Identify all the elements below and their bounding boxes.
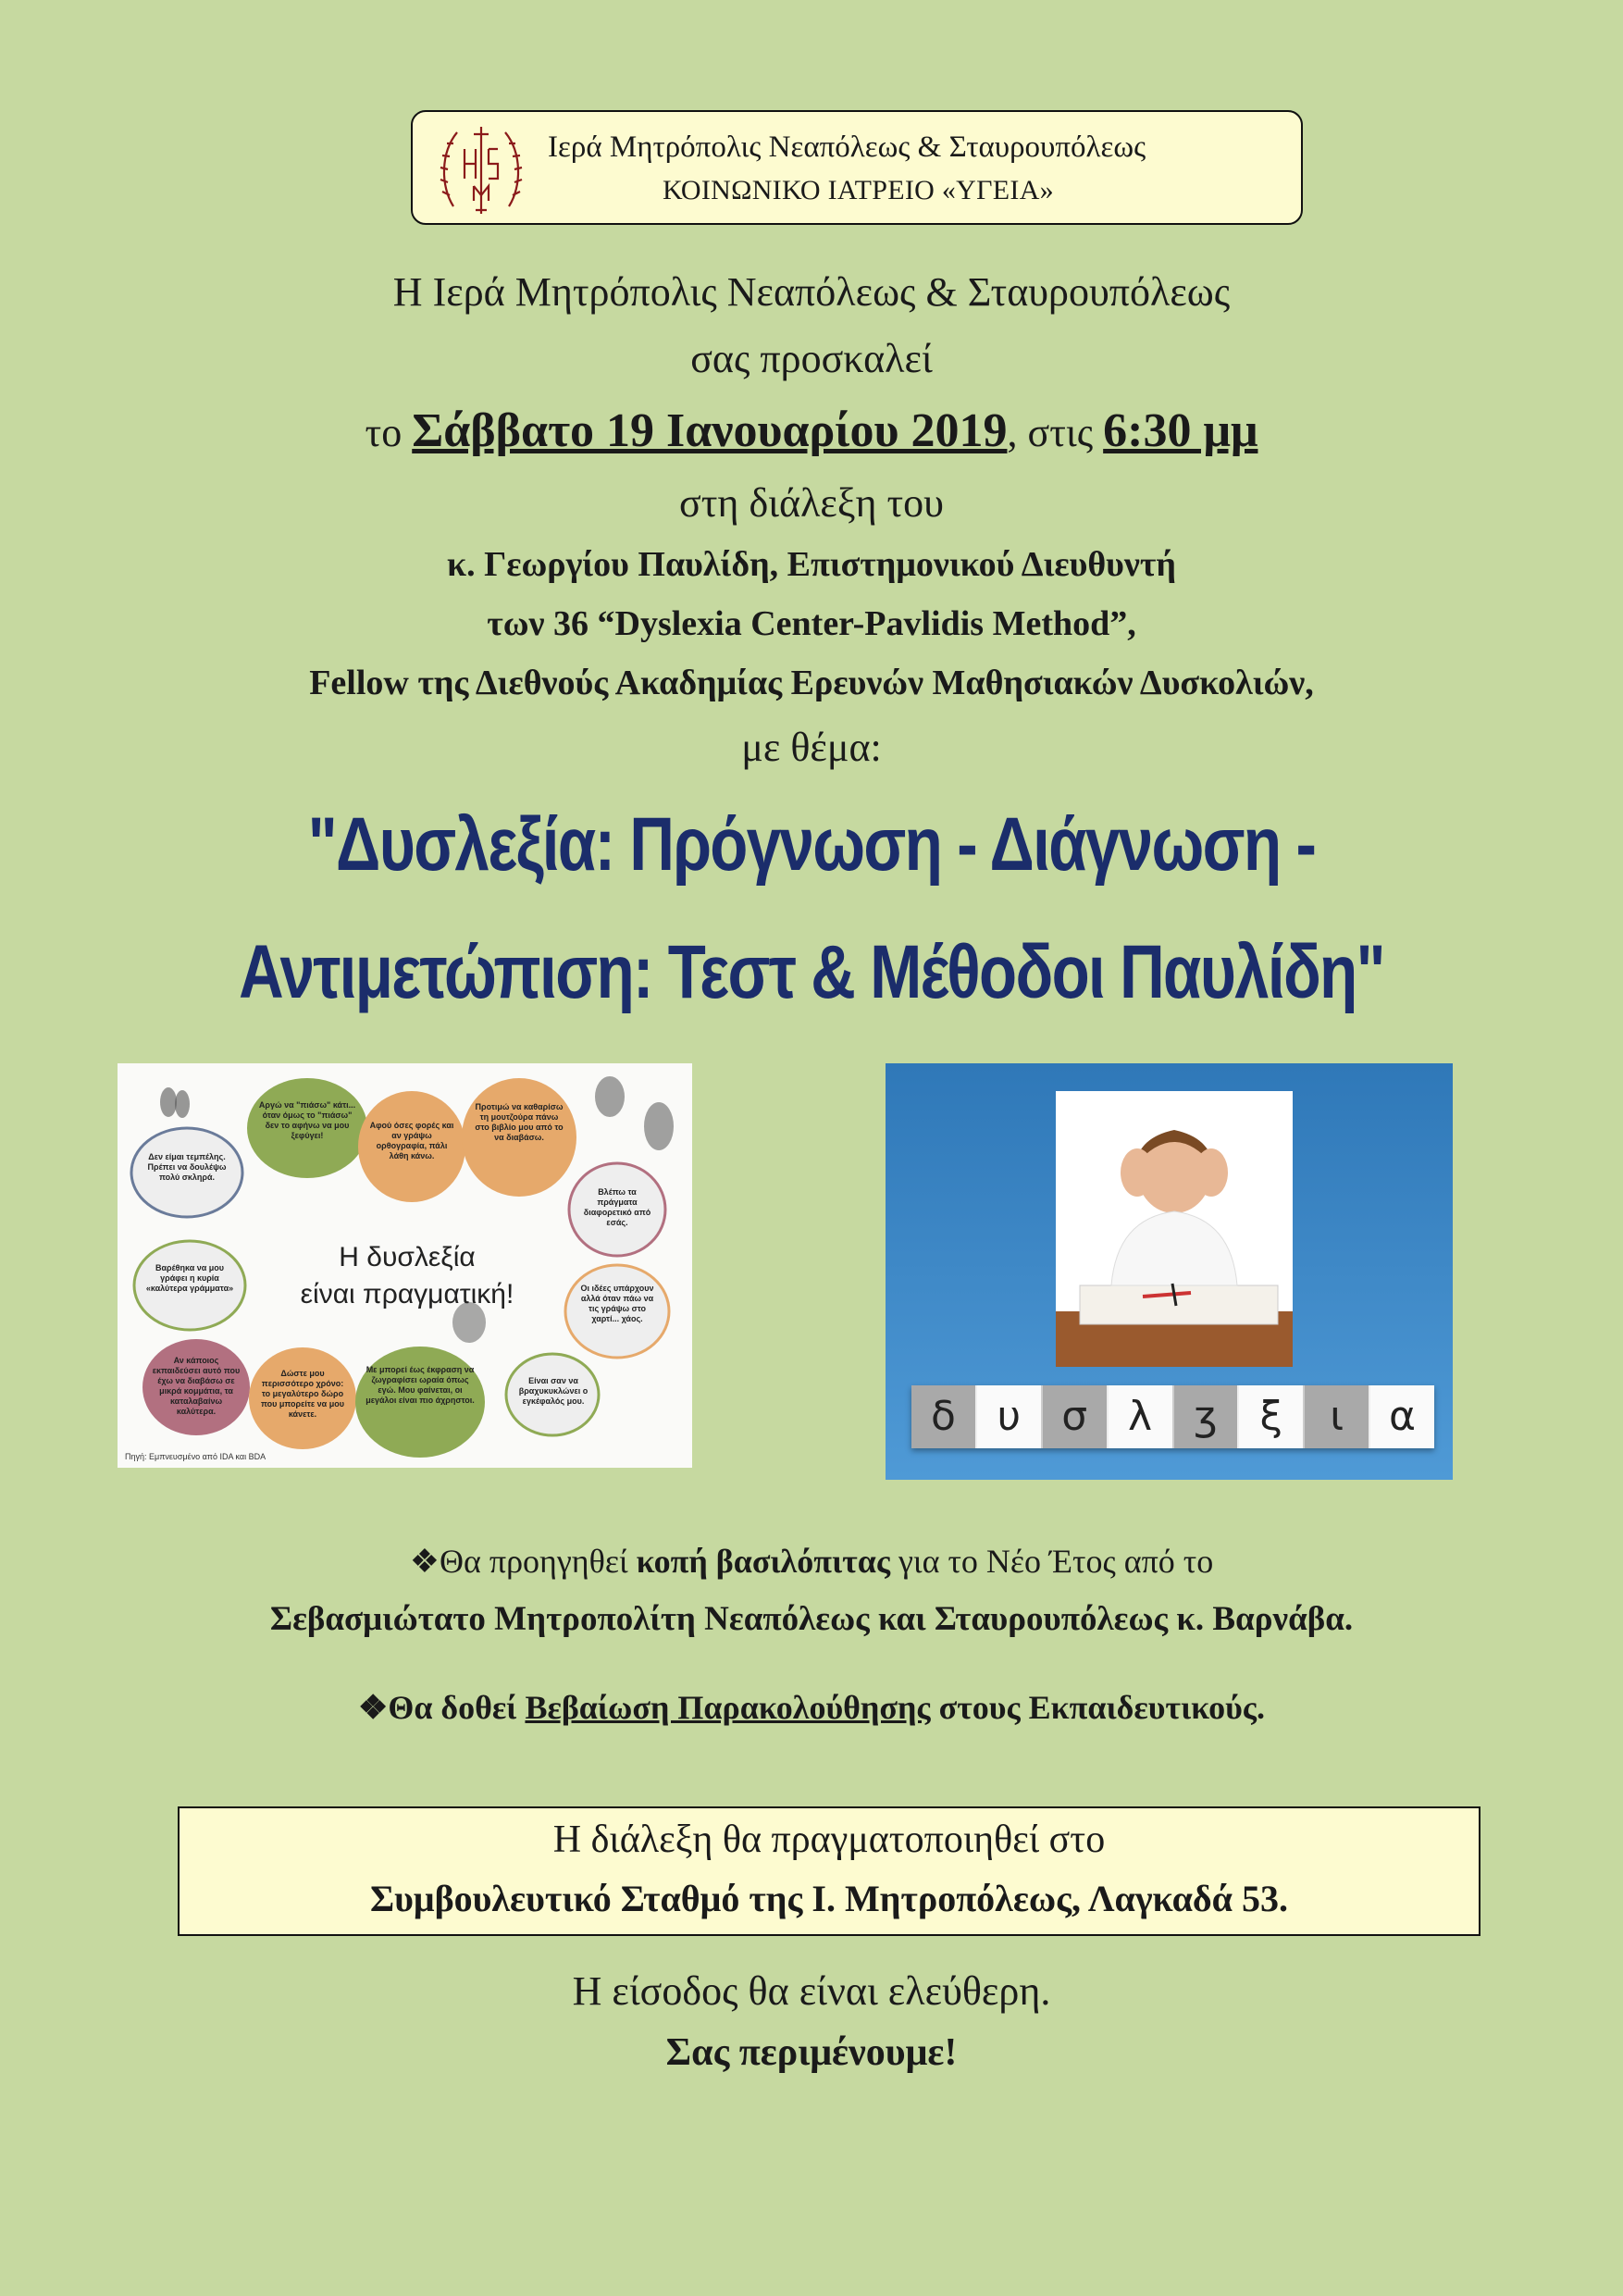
infographic-bubble-text: Αργώ να "πιάσω" κάτι... όταν όμως το "πιάσω" δεν το αφήνω να μου ξεφύγει! bbox=[258, 1100, 356, 1140]
infographic-bubble-text: Αφού όσες φορές και αν γράψω ορθογραφία, πάλι λάθη κάνω. bbox=[369, 1121, 454, 1160]
infographic-bubble-text: Προτιμώ να καθαρίσω τη μουτζούρα πάνω στο βιβλίο μου από το να διαβάσω. bbox=[475, 1102, 564, 1142]
word-tile: ʒ bbox=[1174, 1385, 1240, 1448]
bullet1-prefix: Θα προηγηθεί bbox=[440, 1543, 637, 1580]
subject-label: με θέμα: bbox=[741, 725, 882, 770]
word-tiles bbox=[911, 1385, 1434, 1448]
event-time: 6:30 μμ bbox=[1103, 404, 1258, 457]
infographic-center-text bbox=[273, 1239, 541, 1313]
word-tile: σ bbox=[1043, 1385, 1109, 1448]
bullet-certificate bbox=[0, 1688, 1623, 1727]
venue-box bbox=[178, 1806, 1481, 1936]
infographic-bubble-text: Δώστε μου περισσότερο χρόνο: το μεγαλύτερο δώρο που μπορείτε να μου κάνετε. bbox=[261, 1369, 344, 1419]
infographic-center-line1: Η δυσλεξία bbox=[339, 1242, 476, 1272]
dyslexia-photo bbox=[886, 1063, 1453, 1480]
word-tile: ξ bbox=[1239, 1385, 1305, 1448]
lecture-title-line1: "Δυσλεξία: Πρόγνωση - Διάγνωση - bbox=[307, 802, 1316, 887]
bullet1-bold: κοπή βασιλόπιτας bbox=[636, 1543, 890, 1580]
closing-greeting: Σας περιμένουμε! bbox=[665, 2031, 958, 2074]
speaker-name: κ. Γεωργίου Παυλίδη, Επιστημονικού Διευθυντή bbox=[447, 545, 1176, 584]
bullet2-prefix: Θα δοθεί bbox=[388, 1689, 526, 1726]
date-prefix: το bbox=[365, 410, 413, 455]
infographic-bubble-text: Με μπορεί έως έκφραση να ζωγραφίσει ωραία όπως εγώ. Μου φαίνεται, οι μεγάλοι είναι πιο άχρηστοι. bbox=[365, 1365, 475, 1405]
word-tile: α bbox=[1370, 1385, 1434, 1448]
infographic-source: Πηγή: Εμπνευσμένο από IDA και BDA bbox=[125, 1452, 266, 1461]
bullet-marker-icon: ❖ bbox=[409, 1543, 440, 1580]
infographic-bubble-text: Βλέπω τα πράγματα διαφορετικό από εσάς. bbox=[583, 1187, 651, 1227]
infographic-bubble-text: Οι ιδέες υπάρχουν αλλά όταν πάω να τις γράψω στο χαρτί... χάος. bbox=[580, 1284, 654, 1323]
word-tile: λ bbox=[1109, 1385, 1174, 1448]
header-box bbox=[411, 110, 1303, 225]
word-tile: υ bbox=[977, 1385, 1043, 1448]
speaker-centers: των 36 “Dyslexia Center-Pavlidis Method”, bbox=[487, 604, 1136, 643]
metropolis-emblem-icon bbox=[437, 121, 526, 219]
header-clinic-name: ΚΟΙΝΩΝΙΚΟ ΙΑΤΡΕΙΟ «ΥΓΕΙΑ» bbox=[663, 175, 1054, 205]
infographic-bubble-text: Είναι σαν να βραχυκυκλώνει ο εγκέφαλός μου. bbox=[518, 1376, 588, 1406]
time-prefix: , στις bbox=[1007, 410, 1104, 455]
infographic-center-line2: είναι πραγματική! bbox=[300, 1279, 514, 1309]
word-tile: ι bbox=[1305, 1385, 1370, 1448]
event-date: Σάββατο 19 Ιανουαρίου 2019 bbox=[412, 404, 1008, 457]
speaker-fellowship: Fellow της Διεθνούς Ακαδημίας Ερευνών Μαθησιακών Δυσκολιών, bbox=[309, 664, 1314, 702]
header-org-name: Ιερά Μητρόπολις Νεαπόλεως & Σταυρουπόλεως bbox=[548, 130, 1146, 164]
bullet-marker-icon: ❖ bbox=[358, 1689, 389, 1726]
bullet2-underline: Βεβαίωση Παρακολούθησης bbox=[525, 1689, 931, 1726]
lecture-title-line2: Αντιμετώπιση: Τεστ & Μέθοδοι Παυλίδη" bbox=[239, 930, 1384, 1014]
free-entry-note: Η είσοδος θα είναι ελεύθερη. bbox=[572, 1968, 1051, 2014]
venue-address: Συμβουλευτικό Σταθμό της Ι. Μητροπόλεως, Λαγκαδά 53. bbox=[369, 1878, 1288, 1919]
word-tile: δ bbox=[911, 1385, 977, 1448]
infographic-bubble-text: Αν κάποιος εκπαιδεύσει αυτό που έχω να διαβάσω σε μικρά κομμάτια, τα καταλαβαίνω καλύτερα. bbox=[152, 1356, 241, 1416]
event-date-line bbox=[0, 403, 1623, 458]
infographic-bubble-text: Δεν είμαι τεμπέλης. Πρέπει να δουλέψω πολύ σκληρά. bbox=[147, 1152, 227, 1182]
dyslexia-infographic bbox=[118, 1063, 692, 1468]
bullet2-suffix: στους Εκπαιδευτικούς. bbox=[930, 1689, 1265, 1726]
infographic-bubble-text: Βαρέθηκα να μου γράφει η κυρία «καλύτερα γράμματα» bbox=[145, 1263, 234, 1293]
lecture-intro: στη διάλεξη του bbox=[679, 480, 944, 526]
bullet1-suffix: για το Νέο Έτος από το bbox=[890, 1543, 1214, 1580]
invitation-org: Η Ιερά Μητρόπολις Νεαπόλεως & Σταυρουπόλεως bbox=[392, 269, 1231, 315]
venue-intro: Η διάλεξη θα πραγματοποιηθεί στο bbox=[552, 1818, 1106, 1861]
invitation-verb: σας προσκαλεί bbox=[690, 336, 933, 381]
bullet-vasilopita-line2: Σεβασμιώτατο Μητροπολίτη Νεαπόλεως και Σταυρουπόλεως κ. Βαρνάβα. bbox=[269, 1600, 1354, 1638]
bullet-vasilopita bbox=[0, 1542, 1623, 1581]
